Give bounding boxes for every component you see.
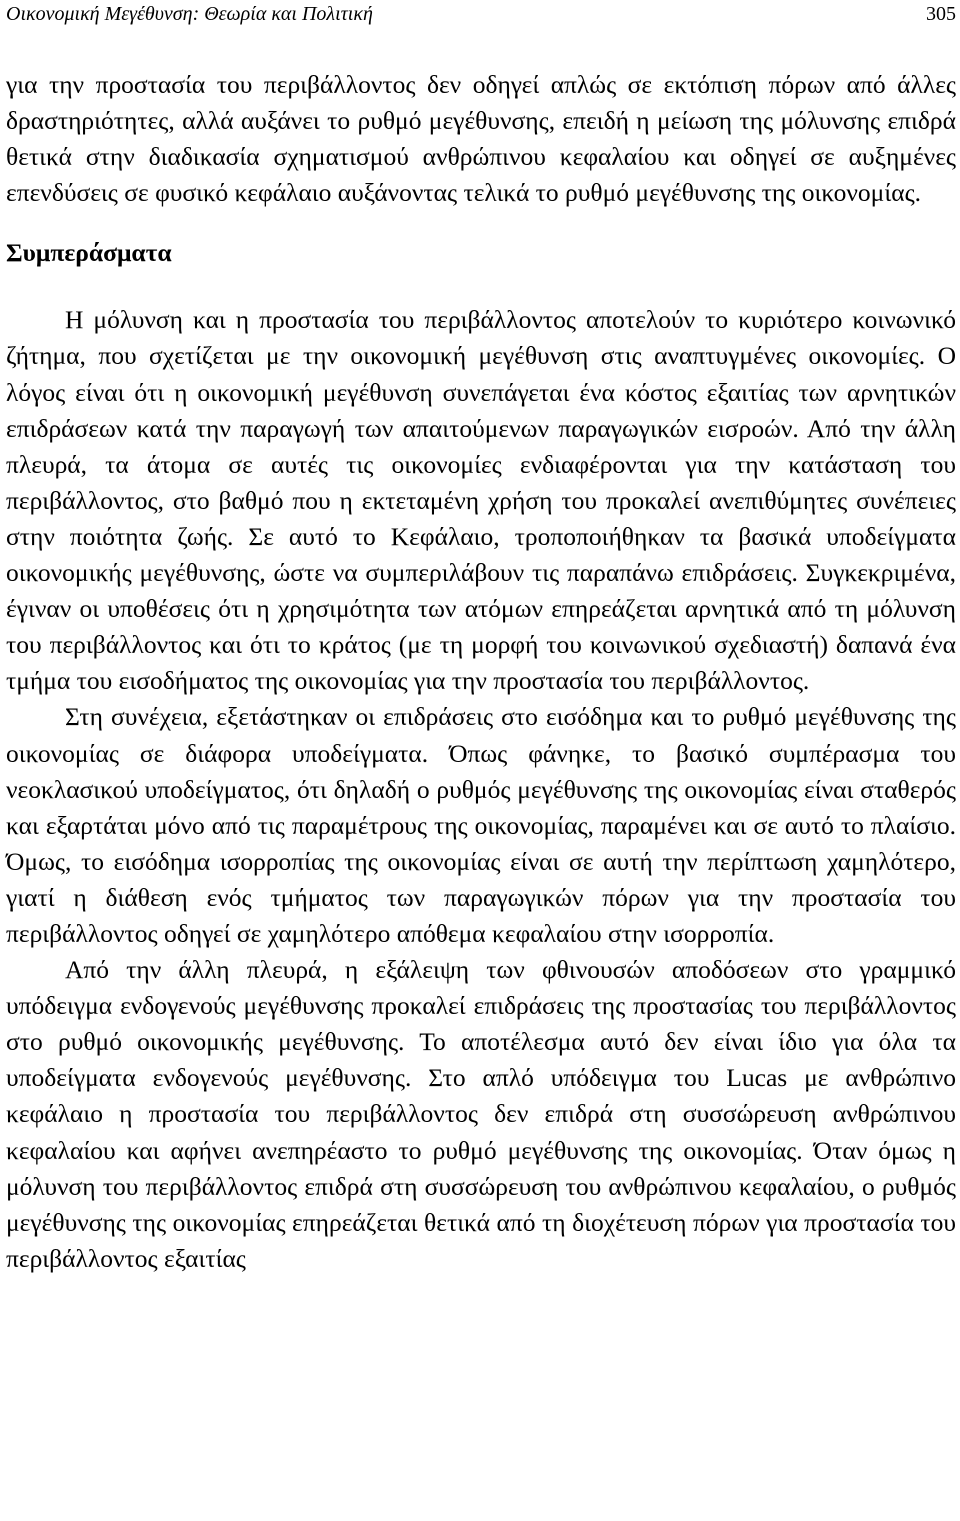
- document-page: [6, 0, 956, 1277]
- running-header-title: Οικονομική Μεγέθυνση: Θεωρία και Πολιτική: [6, 3, 373, 25]
- page-number: 305: [926, 3, 956, 25]
- running-header: [6, 0, 956, 40]
- paragraph-conclusions-1: Η μόλυνση και η προστασία του περιβάλλοντος αποτελούν το κυριότερο κοινωνικό ζήτημα, που σχετίζεται με την οικονομική μεγέθυνση στις αναπτυγμένες οικονομίες. Ο λόγος είναι ότι η οικονομική μεγέθυνση συνεπάγεται ένα κόστος εξαιτίας των αρνητικών επιδράσεων κατά την παραγωγή των απαιτούμενων παραγωγικών εισροών. Από την άλλη πλευρά, τα άτομα σε αυτές τις οικονομίες ενδιαφέρονται για την κατάσταση του περιβάλλοντος, στο βαθμό που η εκτεταμένη χρήση του προκαλεί ανεπιθύμητες συνέπειες στην ποιότητα ζωής. Σε αυτό το Κεφάλαιο, τροποποιήθηκαν τα βασικά υποδείγματα οικονομικής μεγέθυνσης, ώστε να συμπεριλάβουν τις παραπάνω επιδράσεις. Συγκεκριμένα, έγιναν οι υποθέσεις ότι η χρησιμότητα των ατόμων επηρεάζεται αρνητικά από τη μόλυνση του περιβάλλοντος και ότι το κράτος (με τη μορφή του κοινωνικού σχεδιαστή) δαπανά ένα τμήμα του εισοδήματος της οικονομίας για την προστασία του περιβάλλοντος.: [6, 305, 956, 696]
- paragraph-conclusions-2: Στη συνέχεια, εξετάστηκαν οι επιδράσεις στο εισόδημα και το ρυθμό μεγέθυνσης της οικονομίας σε διάφορα υποδείγματα. Όπως φάνηκε, το βασικό συμπέρασμα του νεοκλασικού υποδείγματος, ότι δηλαδή ο ρυθμός μεγέθυνσης της οικονομίας είναι σταθερός και εξαρτάται μόνο από τις παραμέτρους της οικονομίας, παραμένει και σε αυτό το πλαίσιο. Όμως, το εισόδημα ισορροπίας της οικονομίας είναι σε αυτή την περίπτωση χαμηλότερο, γιατί η διάθεση ενός τμήματος των παραγωγικών πόρων για την προστασία του περιβάλλοντος οδηγεί σε χαμηλότερο απόθεμα κεφαλαίου στην ισορροπία.: [6, 702, 956, 948]
- section-heading: Συμπεράσματα: [6, 238, 172, 268]
- paragraph-continued: για την προστασία του περιβάλλοντος δεν οδηγεί απλώς σε εκτόπιση πόρων από άλλες δραστηριότητες, αλλά αυξάνει το ρυθμό μεγέθυνσης, επειδή η μείωση της μόλυνσης επιδρά θετικά στην διαδικασία σχηματισμού ανθρώπινου κεφαλαίου και οδηγεί σε αυξημένες επενδύσεις σε φυσικό κεφάλαιο αυξάνοντας τελικά το ρυθμό μεγέθυνσης της οικονομίας.: [6, 70, 956, 208]
- paragraph-conclusions-3: Από την άλλη πλευρά, η εξάλειψη των φθινουσών αποδόσεων στο γραμμικό υπόδειγμα ενδογενούς μεγέθυνσης προκαλεί επιδράσεις της προστασίας του περιβάλλοντος στο ρυθμό οικονομικής μεγέθυνσης. Το αποτέλεσμα αυτό δεν είναι ίδιο για όλα τα υποδείγματα ενδογενούς μεγέθυνσης. Στο απλό υπόδειγμα του Lucas με ανθρώπινο κεφάλαιο η προστασία του περιβάλλοντος δεν επιδρά στη συσσώρευση ανθρώπινου κεφαλαίου και αφήνει ανεπηρέαστο το ρυθμό μεγέθυνσης της οικονομίας. Όταν όμως η μόλυνση του περιβάλλοντος επιδρά στη συσσώρευση του ανθρώπινου κεφαλαίου, ο ρυθμός μεγέθυνσης της οικονομίας επηρεάζεται θετικά από τη διοχέτευση πόρων για προστασία του περιβάλλοντος εξαιτίας: [6, 955, 956, 1273]
